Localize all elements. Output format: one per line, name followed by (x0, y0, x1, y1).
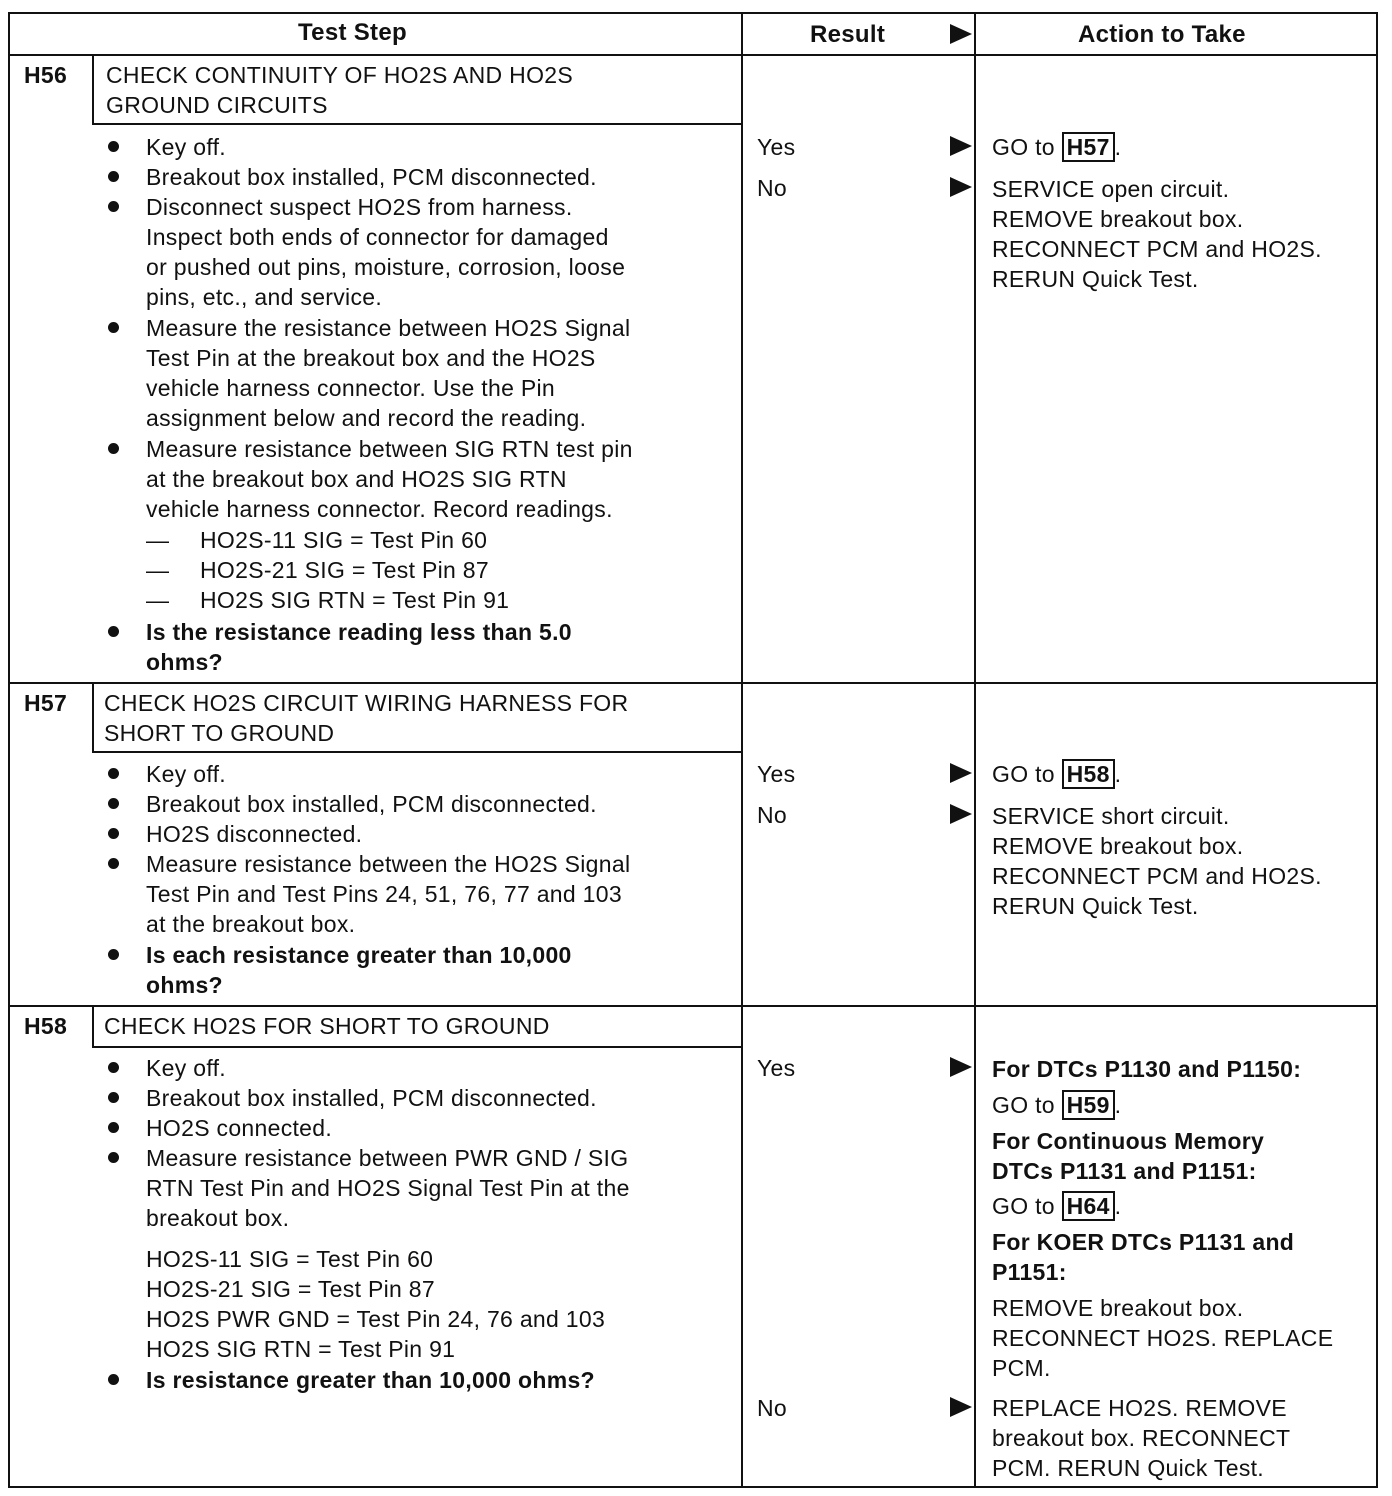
h56-bullet-5-line-3: vehicle harness connector. Record readings. (146, 496, 613, 522)
h56-title-line-1: CHECK CONTINUITY OF HO2S AND HO2S (106, 62, 573, 88)
h57-bullet-4-line-1: Measure resistance between the HO2S Signal (146, 851, 631, 877)
bullet-icon (108, 1374, 119, 1385)
h57-id-divider (92, 682, 94, 752)
h56-no-action-line-2: REMOVE breakout box. (992, 206, 1244, 232)
h56-question-line-1: Is the resistance reading less than 5.0 (146, 619, 572, 645)
table-right-border (1376, 12, 1378, 1488)
h57-title-line-2: SHORT TO GROUND (104, 720, 335, 746)
h57-goto-ref[interactable]: H58 (1062, 759, 1115, 789)
header-action: Action to Take (1078, 21, 1246, 48)
h56-bullet-5-line-2: at the breakout box and HO2S SIG RTN (146, 466, 567, 492)
bullet-icon (108, 1062, 119, 1073)
h57-bullet-1: Key off. (146, 761, 226, 787)
h58-bullet-4-line-2: RTN Test Pin and HO2S Signal Test Pin at the (146, 1175, 630, 1201)
h58-result-yes: Yes (757, 1055, 796, 1081)
header-result: Result (810, 21, 886, 48)
arrow-icon (950, 177, 972, 197)
h58-question-line-1: Is resistance greater than 10,000 ohms? (146, 1367, 595, 1393)
h58-bullet-3: HO2S connected. (146, 1115, 333, 1141)
bullet-icon (108, 1122, 119, 1133)
h58-dtc-3-line-1: For KOER DTCs P1131 and (992, 1229, 1295, 1255)
h56-pin-3: HO2S SIG RTN = Test Pin 91 (200, 587, 510, 613)
h57-bullet-2: Breakout box installed, PCM disconnected. (146, 791, 597, 817)
h58-dtc-2-line-2: DTCs P1131 and P1151: (992, 1158, 1257, 1184)
h58-title-underline (92, 1046, 742, 1048)
bullet-icon (108, 798, 119, 809)
h56-title-line-2: GROUND CIRCUITS (106, 92, 328, 118)
h58-goto-2: GO to H64 . (992, 1193, 1122, 1219)
table-left-border (8, 12, 10, 1488)
h56-result-yes: Yes (757, 134, 796, 160)
h58-koer-action-line-1: REMOVE breakout box. (992, 1295, 1244, 1321)
h56-pin-2: HO2S-21 SIG = Test Pin 87 (200, 557, 489, 583)
h57-bullet-3: HO2S disconnected. (146, 821, 363, 847)
h56-bullet-3-line-1: Disconnect suspect HO2S from harness. (146, 194, 573, 220)
h58-no-action-line-1: REPLACE HO2S. REMOVE (992, 1395, 1287, 1421)
result-column-divider (741, 12, 743, 1488)
h58-pin-3: HO2S PWR GND = Test Pin 24, 76 and 103 (146, 1306, 606, 1332)
arrow-icon (950, 1397, 972, 1417)
action-column-divider (974, 12, 976, 1488)
h58-result-no: No (757, 1395, 788, 1421)
h57-question-line-2: ohms? (146, 972, 223, 998)
h58-dtc-2-line-1: For Continuous Memory (992, 1128, 1265, 1154)
h58-goto-ref-2[interactable]: H64 (1062, 1191, 1115, 1221)
h56-pin-1: HO2S-11 SIG = Test Pin 60 (200, 527, 488, 553)
arrow-icon (950, 136, 972, 156)
h56-bullet-3-line-4: pins, etc., and service. (146, 284, 383, 310)
h58-bullet-4-line-3: breakout box. (146, 1205, 290, 1231)
header-bottom-border (8, 54, 1378, 56)
h56-goto-ref[interactable]: H57 (1062, 132, 1115, 162)
h58-dtc-3-line-2: P1151: (992, 1259, 1067, 1285)
h56-bullet-5-line-1: Measure resistance between SIG RTN test pin (146, 436, 633, 462)
bullet-icon (108, 322, 119, 333)
h58-pin-4: HO2S SIG RTN = Test Pin 91 (146, 1336, 456, 1362)
h58-no-action-line-2: breakout box. RECONNECT (992, 1425, 1291, 1451)
dash-icon: — (146, 557, 170, 583)
bullet-icon (108, 1152, 119, 1163)
bullet-icon (108, 141, 119, 152)
h56-bullet-1: Key off. (146, 134, 226, 160)
h56-bullet-2: Breakout box installed, PCM disconnected. (146, 164, 597, 190)
h57-no-action-line-4: RERUN Quick Test. (992, 893, 1199, 919)
h57-no-action-line-3: RECONNECT PCM and HO2S. (992, 863, 1322, 889)
table-bottom-border (8, 1486, 1378, 1488)
h57-title-underline (92, 751, 742, 753)
h58-bullet-1: Key off. (146, 1055, 226, 1081)
h58-bullet-4-line-1: Measure resistance between PWR GND / SIG (146, 1145, 629, 1171)
header-arrow-icon (950, 24, 972, 44)
arrow-icon (950, 1057, 972, 1077)
h58-pin-2: HO2S-21 SIG = Test Pin 87 (146, 1276, 435, 1302)
h56-result-no: No (757, 175, 788, 201)
bullet-icon (108, 1092, 119, 1103)
bullet-icon (108, 768, 119, 779)
bullet-icon (108, 443, 119, 454)
h56-yes-action: GO to H57 . (992, 134, 1122, 160)
bullet-icon (108, 949, 119, 960)
h56-step-id: H56 (24, 62, 68, 88)
h56-no-action-line-4: RERUN Quick Test. (992, 266, 1199, 292)
h56-id-divider (92, 54, 94, 124)
table-top-border (8, 12, 1378, 14)
arrow-icon (950, 804, 972, 824)
h58-id-divider (92, 1005, 94, 1047)
h58-bullet-2: Breakout box installed, PCM disconnected. (146, 1085, 597, 1111)
h56-bullet-4-line-3: vehicle harness connector. Use the Pin (146, 375, 556, 401)
h58-title-line-1: CHECK HO2S FOR SHORT TO GROUND (104, 1013, 550, 1039)
h58-goto-1: GO to H59 . (992, 1092, 1122, 1118)
bullet-icon (108, 828, 119, 839)
dash-icon: — (146, 527, 170, 553)
h58-no-action-line-3: PCM. RERUN Quick Test. (992, 1455, 1264, 1481)
row-divider (8, 682, 1378, 684)
row-divider (8, 1005, 1378, 1007)
h58-dtc-1: For DTCs P1130 and P1150: (992, 1056, 1302, 1082)
h57-no-action-line-2: REMOVE breakout box. (992, 833, 1244, 859)
h56-no-action-line-1: SERVICE open circuit. (992, 176, 1230, 202)
h57-no-action-line-1: SERVICE short circuit. (992, 803, 1230, 829)
h58-koer-action-line-3: PCM. (992, 1355, 1051, 1381)
h56-title-underline (92, 123, 742, 125)
h58-step-id: H58 (24, 1013, 68, 1039)
h57-bullet-4-line-3: at the breakout box. (146, 911, 356, 937)
h57-step-id: H57 (24, 690, 68, 716)
h58-goto-ref-1[interactable]: H59 (1062, 1090, 1115, 1120)
bullet-icon (108, 171, 119, 182)
h56-no-action-line-3: RECONNECT PCM and HO2S. (992, 236, 1322, 262)
h56-bullet-3-line-3: or pushed out pins, moisture, corrosion, loose (146, 254, 626, 280)
header-test-step: Test Step (298, 19, 407, 46)
h57-result-no: No (757, 802, 788, 828)
h57-bullet-4-line-2: Test Pin and Test Pins 24, 51, 76, 77 and 103 (146, 881, 622, 907)
h57-title-line-1: CHECK HO2S CIRCUIT WIRING HARNESS FOR (104, 690, 629, 716)
h57-yes-action: GO to H58 . (992, 761, 1122, 787)
h57-question-line-1: Is each resistance greater than 10,000 (146, 942, 572, 968)
bullet-icon (108, 626, 119, 637)
h56-bullet-4-line-4: assignment below and record the reading. (146, 405, 587, 431)
h56-question-line-2: ohms? (146, 649, 223, 675)
h58-pin-1: HO2S-11 SIG = Test Pin 60 (146, 1246, 434, 1272)
bullet-icon (108, 858, 119, 869)
h56-bullet-4-line-1: Measure the resistance between HO2S Signal (146, 315, 631, 341)
h56-bullet-4-line-2: Test Pin at the breakout box and the HO2S (146, 345, 596, 371)
bullet-icon (108, 201, 119, 212)
arrow-icon (950, 763, 972, 783)
h58-koer-action-line-2: RECONNECT HO2S. REPLACE (992, 1325, 1334, 1351)
h57-result-yes: Yes (757, 761, 796, 787)
h56-bullet-3-line-2: Inspect both ends of connector for damaged (146, 224, 609, 250)
dash-icon: — (146, 587, 170, 613)
